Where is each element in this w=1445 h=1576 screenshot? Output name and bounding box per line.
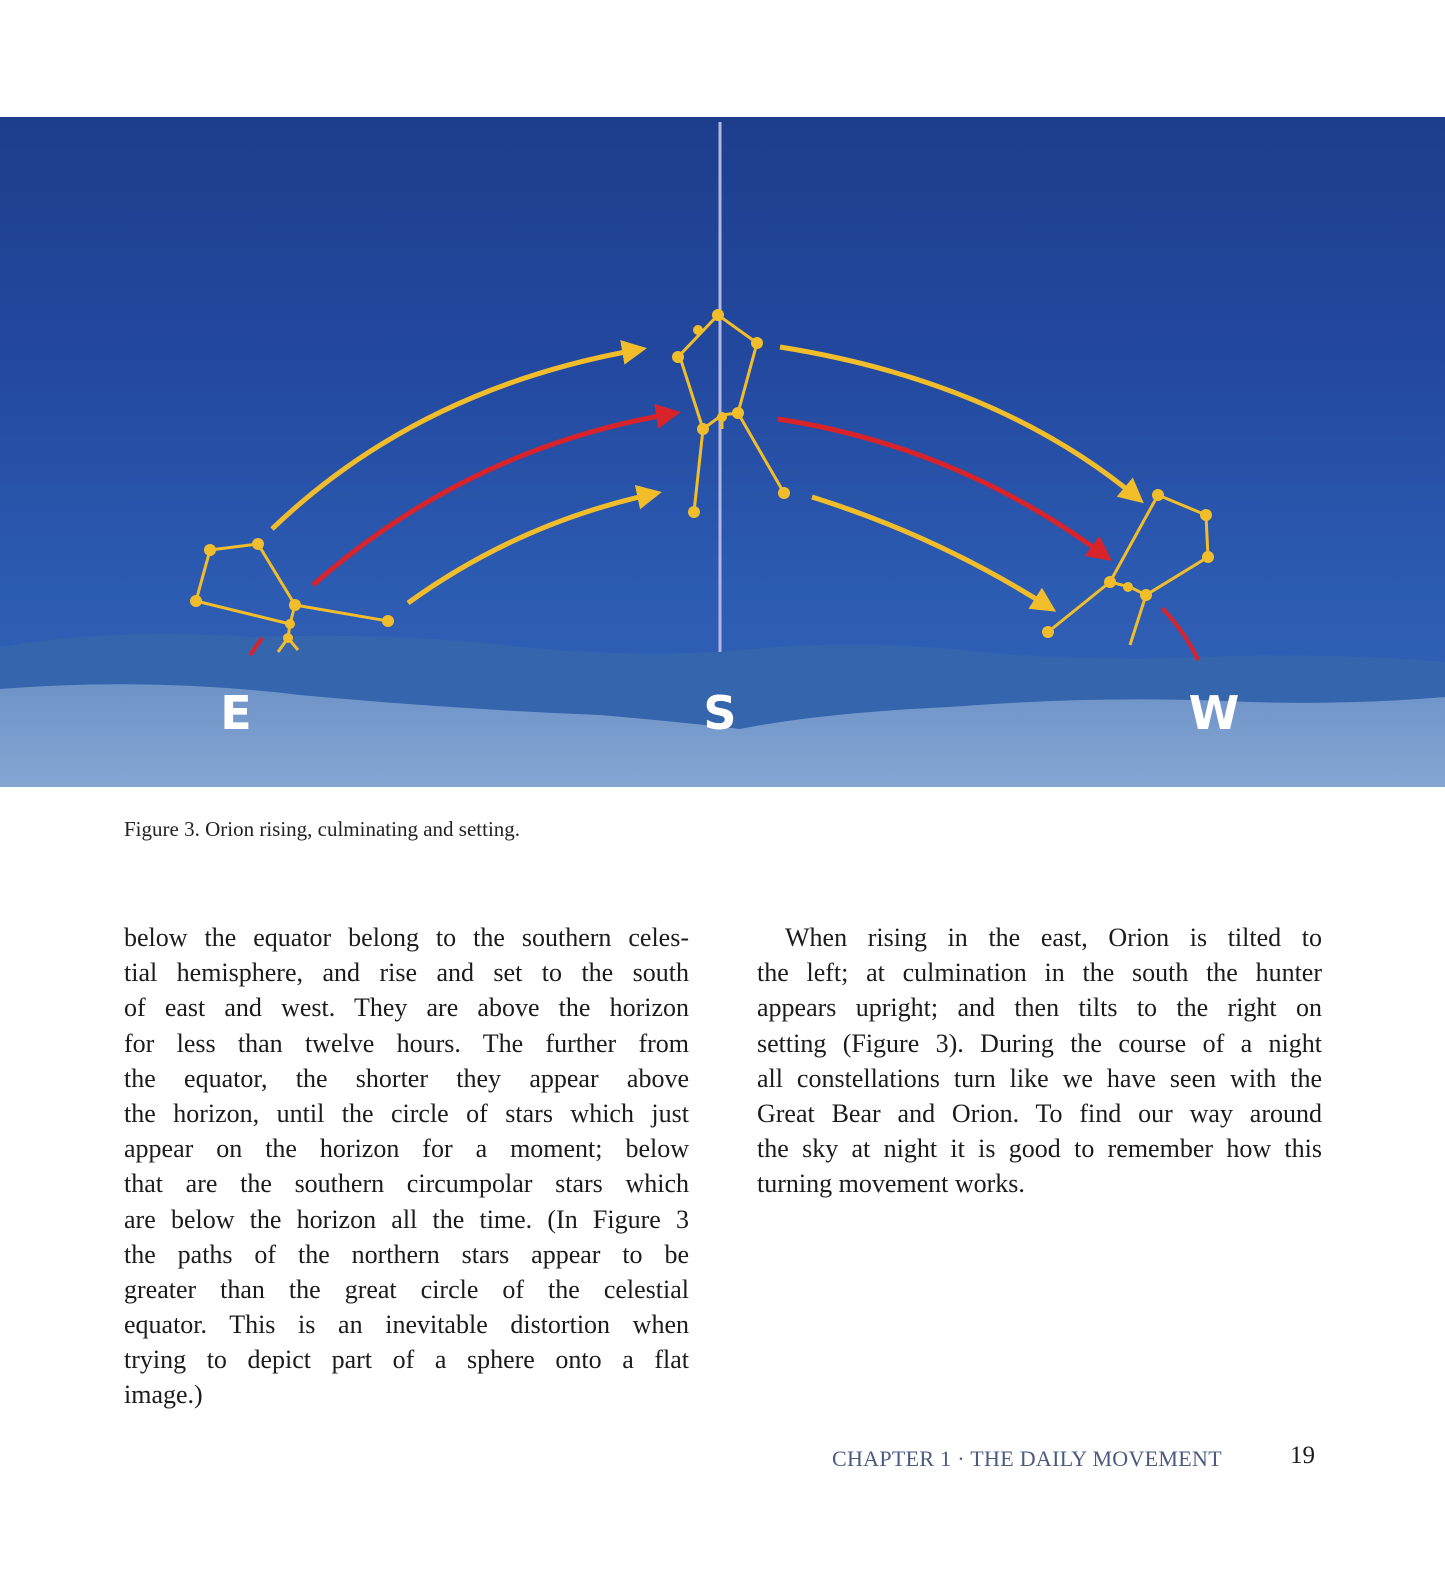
text-line: the horizon, until the circle of stars which just — [124, 1098, 689, 1128]
orion-figure — [0, 117, 1445, 787]
text-line: greater than the great circle of the celestial — [124, 1274, 689, 1304]
text-line: When rising in the east, Orion is tilted to — [785, 923, 1322, 952]
south-label: S — [703, 686, 737, 740]
text-line: are below the horizon all the time. (In Figure 3 — [124, 1204, 689, 1234]
figure-caption: Figure 3. Orion rising, culminating and setting. — [124, 817, 521, 841]
text-line: image.) — [124, 1380, 203, 1410]
text-line: trying to depict part of a sphere onto a flat — [124, 1345, 689, 1375]
body-column-right — [757, 920, 1322, 1202]
text-line: the equator, the shorter they appear above — [124, 1063, 689, 1093]
page-number: 19 — [1290, 1442, 1315, 1469]
text-line: equator. This is an inevitable distortion when — [124, 1310, 689, 1340]
text-line: that are the southern circumpolar stars which — [124, 1169, 689, 1199]
orion-illustration — [0, 117, 1445, 787]
west-label: W — [1188, 686, 1240, 740]
text-line: for less than twelve hours. The further from — [124, 1028, 689, 1058]
body-column-left — [124, 920, 689, 1413]
text-line: turning movement works. — [757, 1169, 1025, 1199]
east-label: E — [220, 686, 252, 740]
text-line: setting (Figure 3). During the course of a night — [757, 1028, 1322, 1058]
text-line: appears upright; and then tilts to the right on — [757, 993, 1322, 1023]
text-line: all constellations turn like we have seen with the — [757, 1063, 1322, 1093]
text-line: appear on the horizon for a moment; below — [124, 1134, 689, 1164]
text-line: the left; at culmination in the south the hunter — [757, 958, 1322, 988]
running-head: CHAPTER 1 · THE DAILY MOVEMENT — [832, 1446, 1222, 1471]
text-line: below the equator belong to the southern celes- — [124, 923, 689, 952]
text-line: of east and west. They are above the horizon — [124, 993, 689, 1023]
text-line: Great Bear and Orion. To find our way around — [757, 1098, 1322, 1128]
text-line: tial hemisphere, and rise and set to the south — [124, 958, 689, 988]
text-line: the paths of the northern stars appear to be — [124, 1239, 689, 1269]
text-line: the sky at night it is good to remember how this — [757, 1134, 1322, 1164]
